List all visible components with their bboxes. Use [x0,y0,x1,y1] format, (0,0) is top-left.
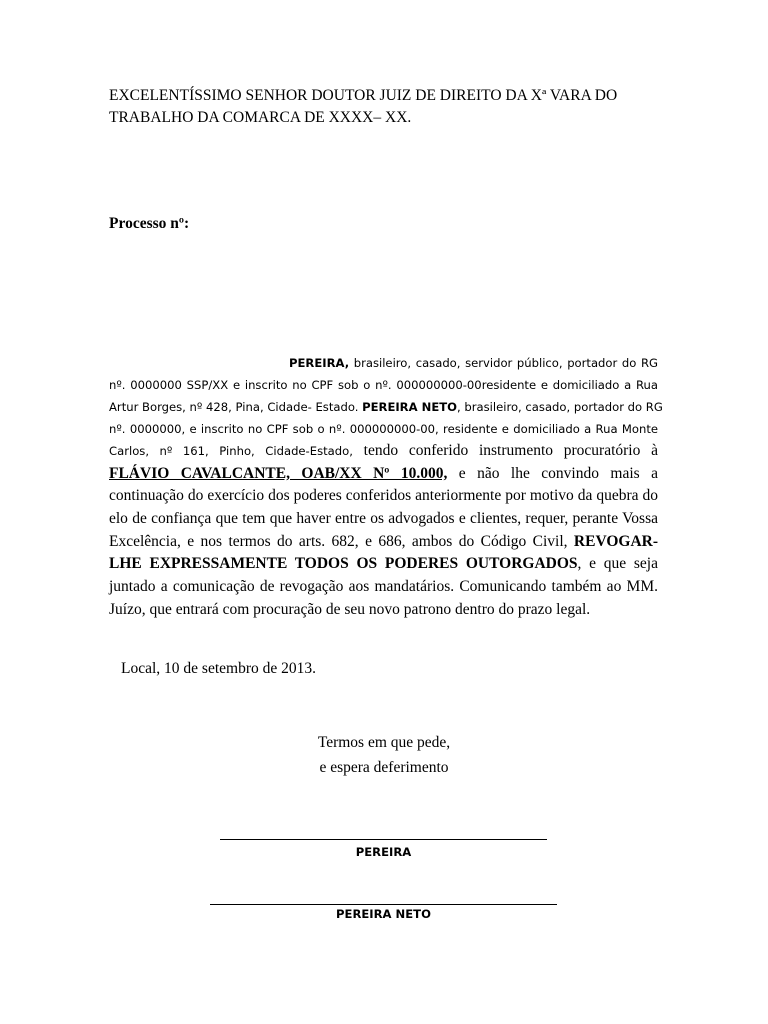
body-line: Juízo, que entrará com procuração de seu novo patrono dentro do prazo legal. [109,600,591,618]
body-line: nº. 0000000, e inscrito no CPF sob o nº. 000000000-00, residente e domiciliado a Rua Monte [109,422,658,436]
place-and-date: Local, 10 de setembro de 2013. [121,660,316,677]
signature-line-2 [210,904,557,905]
heading-line-1: EXCELENTÍSSIMO SENHOR DOUTOR JUIZ DE DIREITO DA Xª VARA DO [109,87,618,104]
signature-name-2: PEREIRA NETO [336,907,431,921]
closing-line-1: Termos em que pede, [317,734,451,751]
body-line: elo de confiança que tem que haver entre os advogados e clientes, requer, perante Vossa [109,510,658,528]
heading-line-2: TRABALHO DA COMARCA DE XXXX– XX. [109,109,412,126]
process-number-label: Processo nº: [109,215,190,232]
signature-name-1: PEREIRA [355,845,412,859]
court-address-heading [109,85,669,129]
body-line: nº. 0000000 SSP/XX e inscrito no CPF sob o nº. 000000000-00residente e domiciliado a Rua [109,378,658,392]
body-line: Artur Borges, nº 428, Pina, Cidade- Estado. PEREIRA NETO, brasileiro, casado, portador do RG [109,400,663,414]
body-line: LHE EXPRESSAMENTE TODOS OS PODERES OUTORGADOS, e que seja [109,555,658,573]
body-line: PEREIRA, brasileiro, casado, servidor público, portador do RG [289,356,658,370]
signature-line-1 [220,839,547,840]
body-line: juntado a comunicação de revogação aos mandatários. Comunicando também ao MM. [109,578,658,596]
party-name-pereira-neto: PEREIRA NETO [362,400,458,414]
body-line: continuação do exercício dos poderes conferidos anteriormente por motivo da quebra do [109,487,658,505]
revocation-request: LHE EXPRESSAMENTE TODOS OS PODERES OUTORGADOS [109,555,578,573]
body-line: FLÁVIO CAVALCANTE, OAB/XX Nº 10.000, e não lhe convindo mais a [109,464,658,482]
body-line: Carlos, nº 161, Pinho, Cidade-Estado, tendo conferido instrumento procuratório à [109,442,658,459]
closing-line-2: e espera deferimento [319,759,449,776]
body-line: Excelência, e nos termos do arts. 682, e 686, ambos do Código Civil, REVOGAR- [109,532,658,550]
attorney-name: FLÁVIO CAVALCANTE, OAB/XX Nº 10.000, [109,464,448,482]
petition-body [109,352,663,622]
party-name-pereira: PEREIRA, [289,356,350,370]
